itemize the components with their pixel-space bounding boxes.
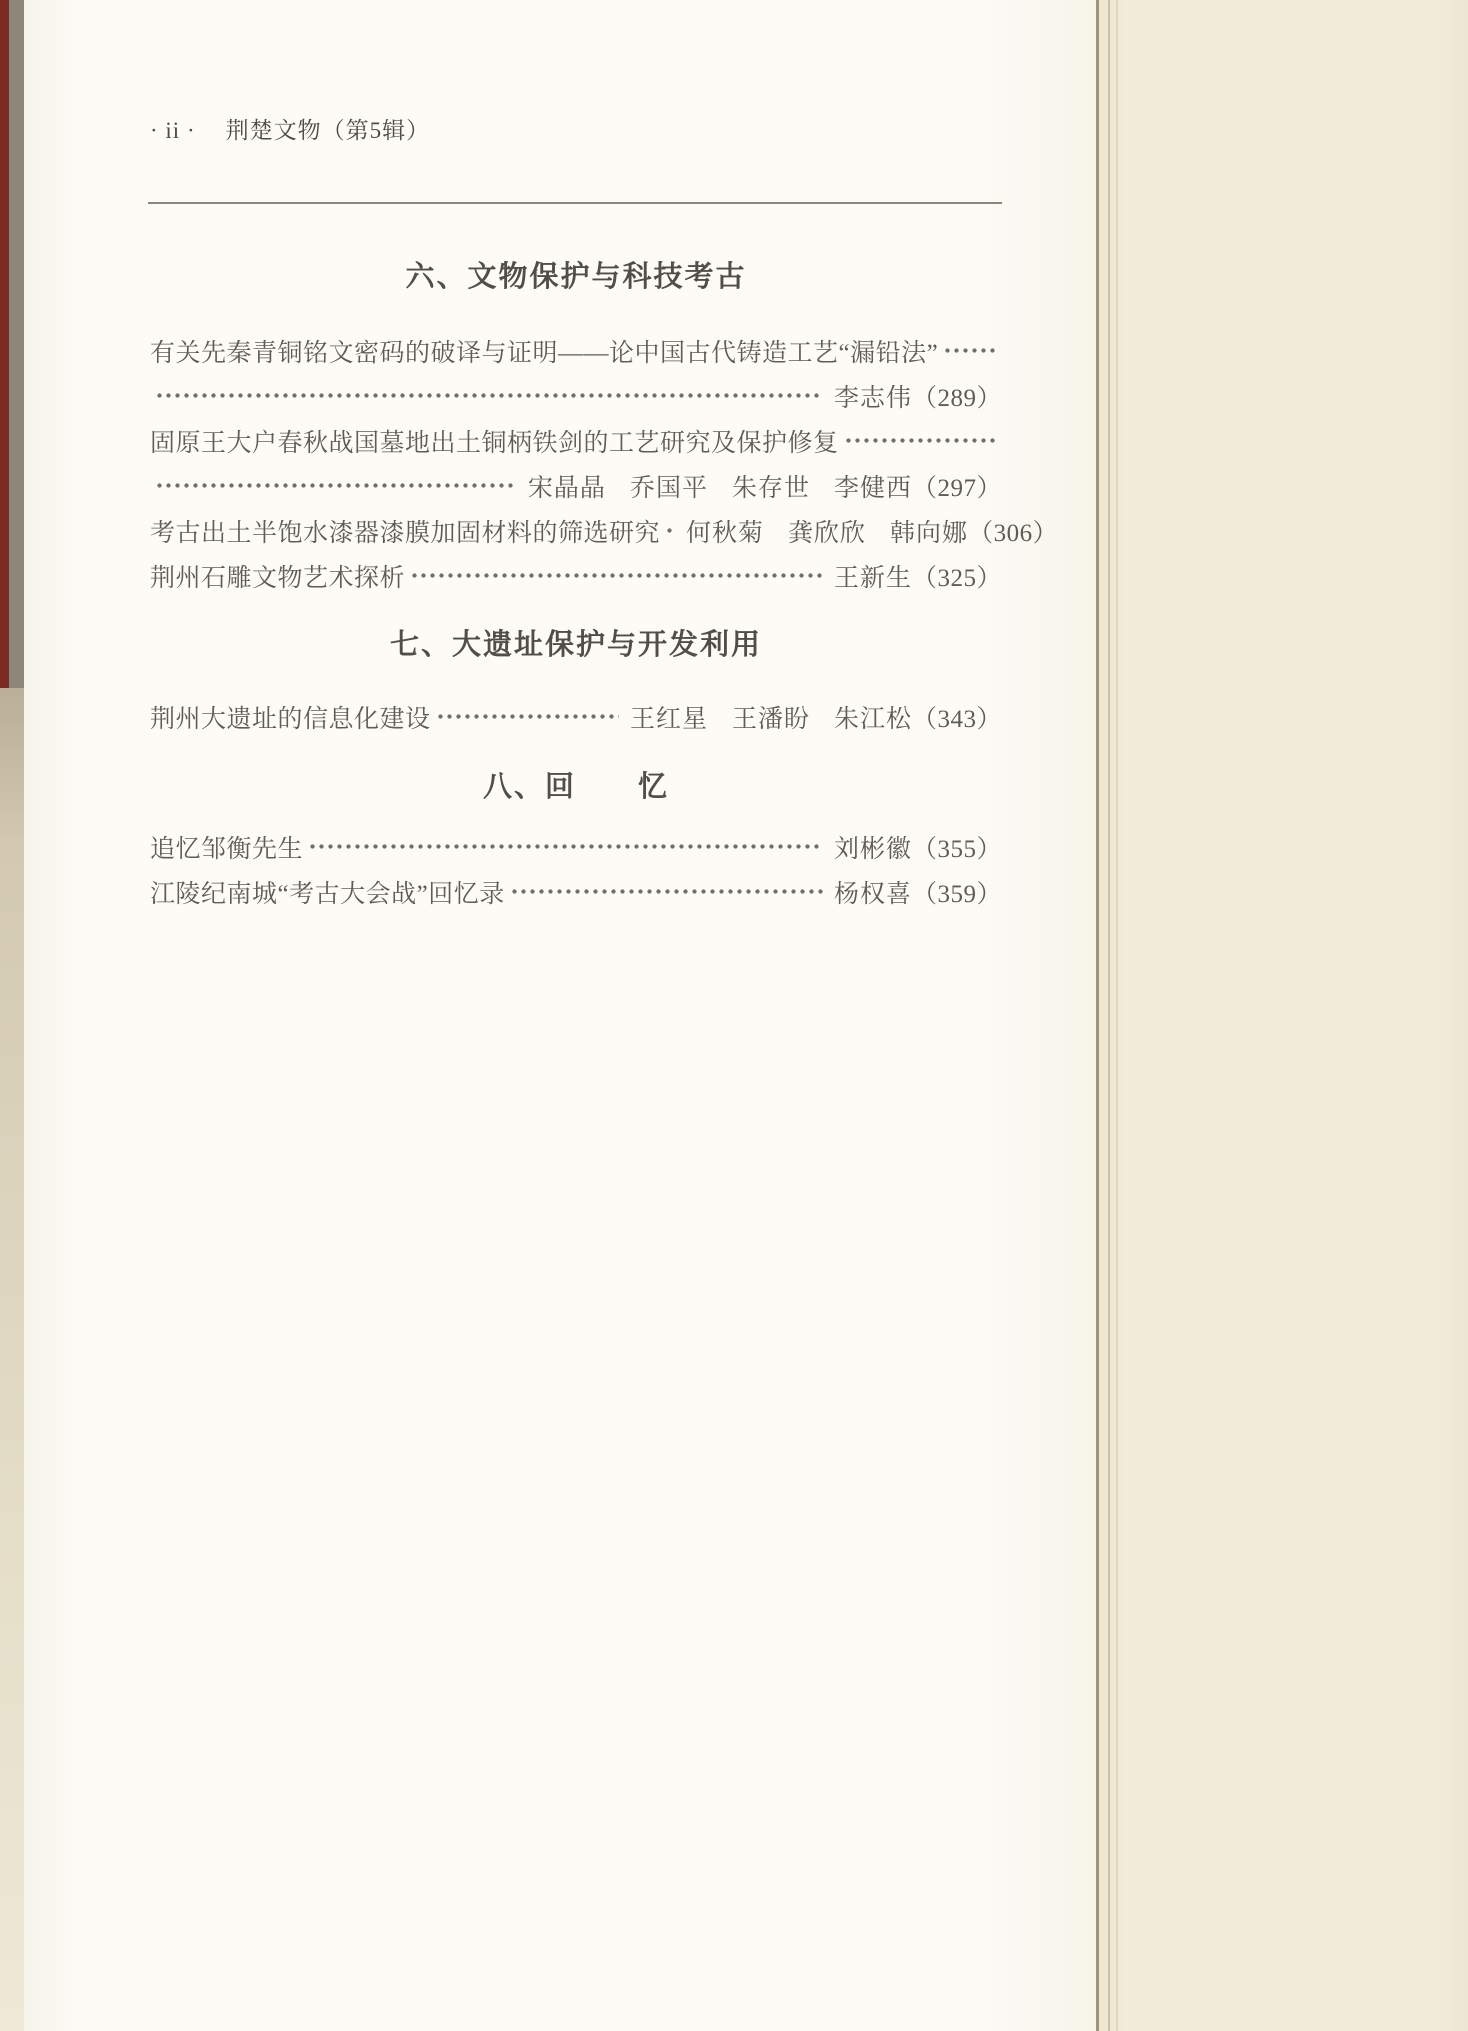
entry-authors (828, 558, 912, 594)
entry-authors (680, 513, 968, 549)
toc-entry-line (150, 328, 1002, 373)
entry-authors (828, 874, 912, 910)
adjacent-page-margin (1099, 0, 1468, 2031)
dot-leader (844, 418, 997, 463)
toc-entry-line (150, 463, 1002, 508)
author-name: 王新生 (833, 564, 912, 592)
dot-leader (943, 328, 995, 373)
author-name: 王红星 (629, 705, 708, 733)
entry-title: 考古出土半饱水漆器漆膜加固材料的筛选研究 (150, 519, 661, 547)
dot-leader (436, 694, 619, 739)
entry-title: 有关先秦青铜铭文密码的破译与证明——论中国古代铸造工艺“漏铅法” (150, 339, 939, 367)
toc-entry-line (150, 373, 1002, 418)
header-divider-rule (148, 202, 1002, 204)
author-name: 朱存世 (731, 474, 810, 502)
author-name: 龚欣欣 (788, 519, 867, 547)
page-number: · ii · (150, 118, 196, 143)
entry-page-number: （297） (911, 474, 1002, 502)
author-name: 韩向娜 (890, 519, 969, 547)
toc-entry-line (150, 553, 1002, 598)
entry-page-number: （359） (911, 880, 1002, 908)
entry-title: 追忆邹衡先生 (150, 835, 304, 863)
dot-leader (155, 373, 823, 418)
book-title: 荆楚文物（第5辑） (225, 118, 431, 143)
toc-entry-line (150, 869, 1002, 914)
entry-page-number: （343） (911, 705, 1002, 733)
toc-entry-line (150, 694, 1002, 739)
entry-page-number: （289） (911, 384, 1002, 412)
toc-section-6-entries (150, 328, 1059, 598)
toc-entry-line (150, 508, 1059, 553)
entry-title: 固原王大户春秋战国墓地出土铜柄铁剑的工艺研究及保护修复 (150, 429, 839, 457)
dot-leader (665, 508, 675, 553)
dot-leader (155, 463, 517, 508)
dot-leader (510, 869, 823, 914)
entry-title: 江陵纪南城“考古大会战”回忆录 (150, 880, 505, 908)
entry-authors (522, 468, 912, 504)
section-heading-8: 八、回 忆 (482, 771, 669, 803)
book-gutter-red-strip (0, 0, 9, 688)
author-name: 刘彬徽 (833, 835, 912, 863)
entry-page-number: （306） (968, 519, 1059, 547)
dot-leader (308, 824, 823, 869)
author-name: 何秋菊 (686, 519, 765, 547)
entry-authors (828, 829, 912, 865)
toc-entry-line (150, 418, 1002, 463)
author-name: 朱江松 (833, 705, 912, 733)
section-heading-6: 六、文物保护与科技考古 (405, 261, 747, 293)
entry-title: 荆州石雕文物艺术探析 (150, 564, 406, 592)
toc-section-8-entries (150, 824, 1002, 914)
author-name: 李志伟 (833, 384, 912, 412)
book-gutter-shadow (0, 688, 24, 2031)
paper-sheet (24, 0, 1096, 2031)
author-name: 李健西 (833, 474, 912, 502)
book-gutter-gray-strip (9, 0, 24, 688)
entry-page-number: （355） (911, 835, 1002, 863)
entry-page-number: （325） (911, 564, 1002, 592)
entry-title: 荆州大遗址的信息化建设 (150, 705, 431, 733)
author-name: 王潘盼 (731, 705, 810, 733)
toc-section-7-entries (150, 694, 1002, 739)
author-name: 乔国平 (629, 474, 708, 502)
author-name: 杨权喜 (833, 880, 912, 908)
entry-authors (624, 699, 912, 735)
page-stack-edge-line (1108, 0, 1110, 2031)
section-heading-7: 七、大遗址保护与开发利用 (389, 629, 762, 661)
running-header (150, 112, 1002, 145)
toc-entry-line (150, 824, 1002, 869)
page-stack-edge-line-2 (1116, 0, 1118, 2031)
author-name: 宋晶晶 (527, 474, 606, 502)
dot-leader (410, 553, 823, 598)
entry-authors (828, 378, 912, 414)
